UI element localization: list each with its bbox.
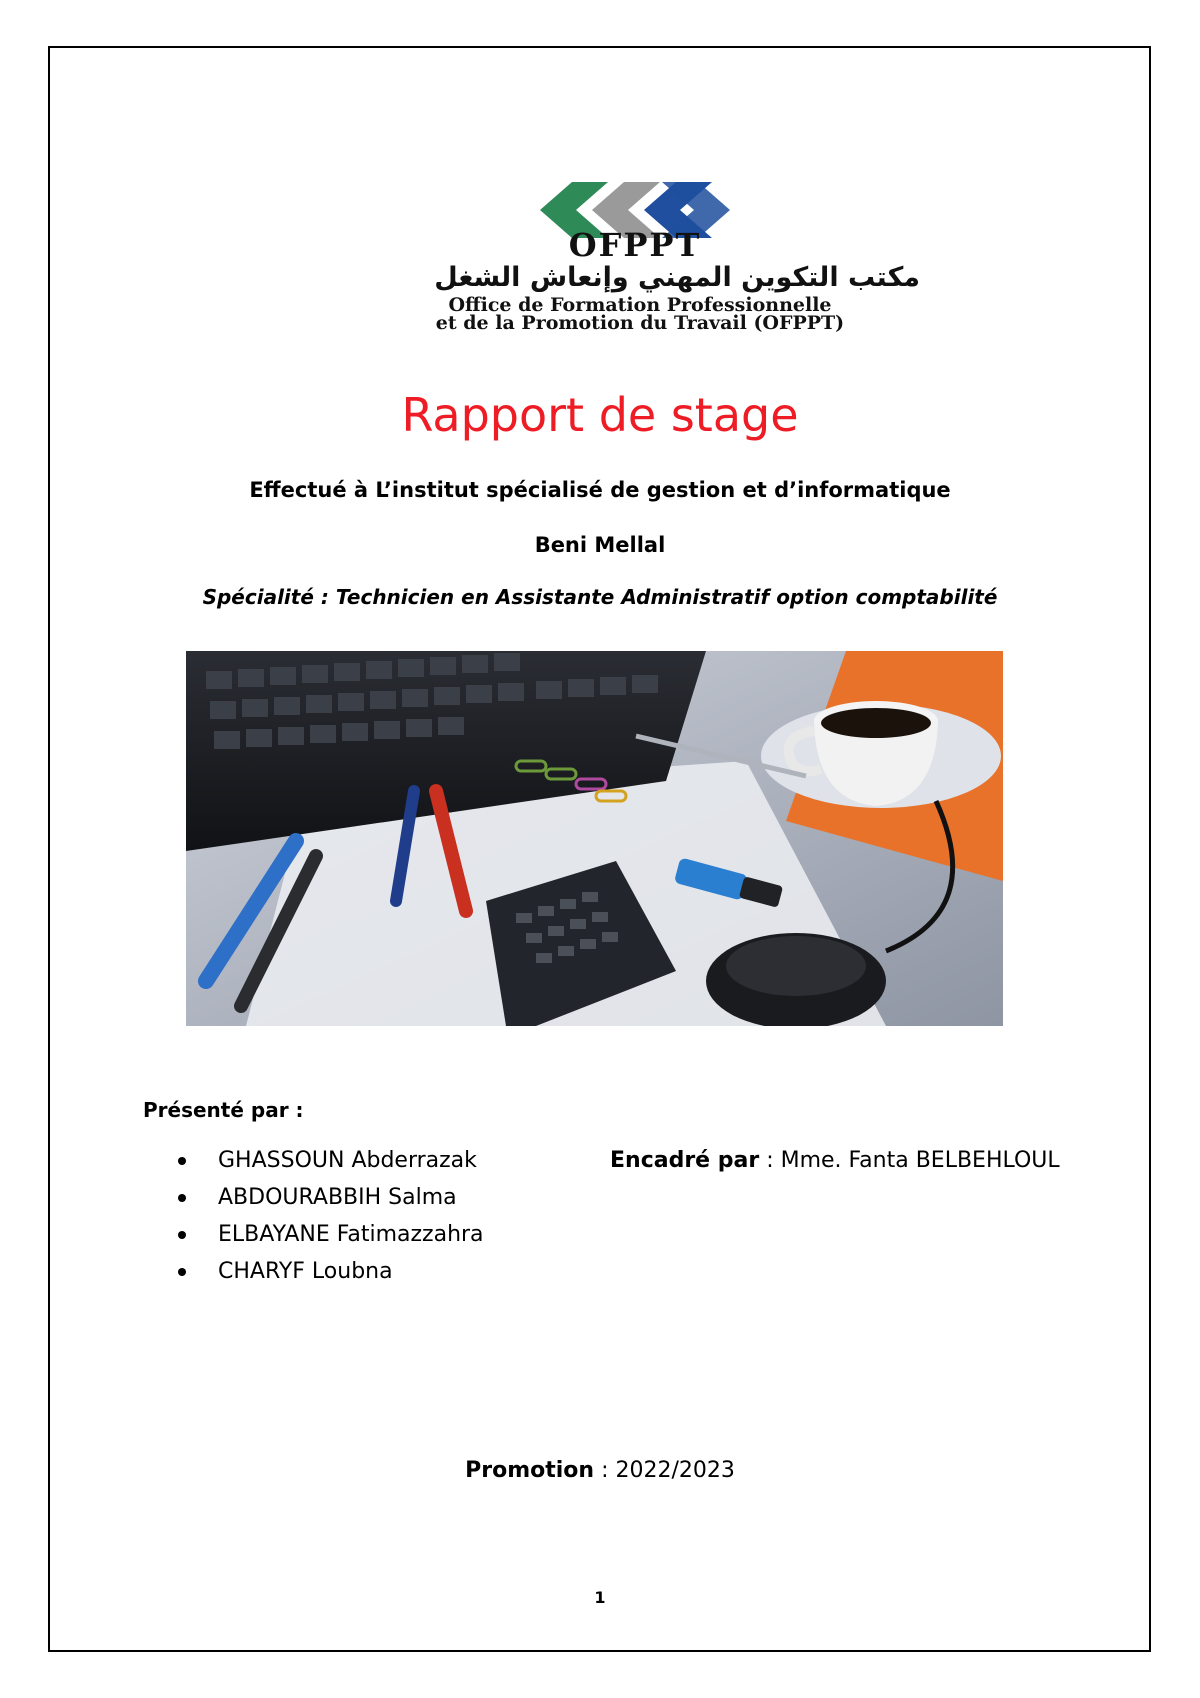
bullet-icon — [178, 1194, 186, 1202]
promotion-separator: : — [594, 1458, 616, 1483]
arabic-office-name: مكتب التكوين المهني وإنعاش الشغل — [434, 262, 920, 293]
students-list — [176, 1142, 484, 1290]
city: Beni Mellal — [534, 533, 666, 557]
student-name: ABDOURABBIH Salma — [218, 1185, 457, 1210]
bullet-icon — [178, 1231, 186, 1239]
supervisor-label: Encadré par — [610, 1148, 760, 1173]
promotion-label: Promotion — [465, 1458, 595, 1483]
supervisor-name: Mme. Fanta BELBEHLOUL — [780, 1148, 1060, 1173]
list-item — [176, 1179, 484, 1216]
list-item — [176, 1142, 484, 1179]
student-name: ELBAYANE Fatimazzahra — [218, 1222, 484, 1247]
office-name-line1: Office de Formation Professionnelle — [448, 294, 832, 316]
office-desk-photo — [186, 651, 1003, 1026]
institute-line: Effectué à L’institut spécialisé de gestion et d’informatique — [249, 478, 951, 502]
list-item — [176, 1253, 484, 1290]
page-number: 1 — [594, 1588, 606, 1607]
promotion — [0, 1458, 1200, 1483]
presented-by-label: Présenté par : — [143, 1098, 304, 1122]
student-name: CHARYF Loubna — [218, 1259, 393, 1284]
student-name: GHASSOUN Abderrazak — [218, 1148, 477, 1173]
bullet-icon — [178, 1268, 186, 1276]
supervisor-separator: : — [759, 1148, 781, 1173]
list-item — [176, 1216, 484, 1253]
report-title: Rapport de stage — [401, 388, 799, 442]
ofppt-acronym: OFPPT — [568, 226, 702, 264]
office-name-line2: et de la Promotion du Travail (OFPPT) — [435, 312, 845, 334]
bullet-icon — [178, 1157, 186, 1165]
speciality-line: Spécialité : Technicien en Assistante Administratif option comptabilité — [202, 585, 998, 609]
supervisor — [610, 1142, 1060, 1179]
promotion-year: 2022/2023 — [615, 1458, 735, 1483]
